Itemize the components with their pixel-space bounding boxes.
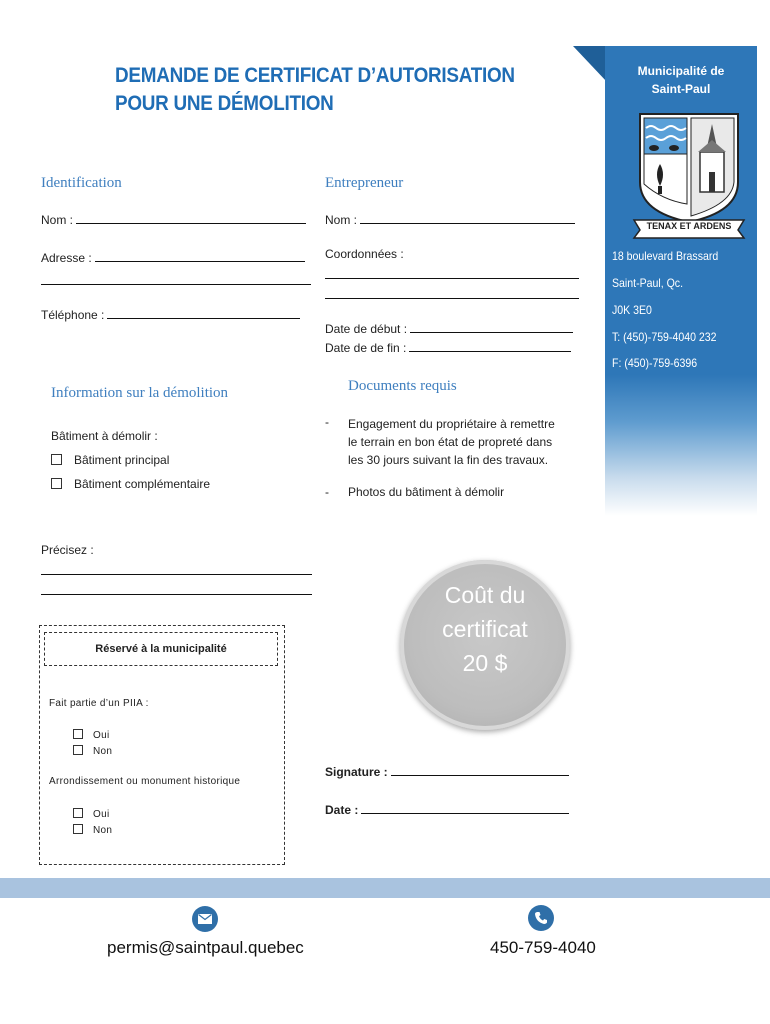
footer-phone[interactable]: 450-759-4040 [490, 938, 596, 957]
checkbox-piia-non[interactable] [73, 745, 83, 755]
entrepreneur-coordonnees-line2[interactable] [325, 298, 579, 299]
municipality-name [605, 62, 757, 98]
document-item-engagement [348, 415, 555, 469]
arrondissement-non-label: Non [93, 825, 113, 836]
document-item-engagement-line3: les 30 jours suivant la fin des travaux. [348, 453, 549, 467]
footer-band [0, 878, 770, 898]
precisez-line1[interactable] [41, 574, 312, 575]
municipality-motto: TENAX ET ARDENS [646, 221, 732, 231]
batiment-label: Bâtiment à démolir : [51, 429, 158, 443]
arrondissement-non-option[interactable] [73, 824, 112, 836]
option-batiment-principal[interactable] [51, 453, 169, 467]
date-fin-label: Date de de fin : [325, 341, 407, 355]
entrepreneur-nom-field[interactable] [325, 212, 575, 227]
arrondissement-oui-option[interactable] [73, 808, 109, 820]
piia-non-option[interactable] [73, 745, 112, 757]
identification-telephone-label: Téléphone : [41, 308, 105, 322]
demolition-heading: Information sur la démolition [51, 385, 229, 401]
identification-nom-line[interactable] [76, 212, 306, 224]
option-batiment-principal-label: Bâtiment principal [74, 453, 170, 467]
piia-label: Fait partie d’un PIIA : [49, 698, 149, 709]
option-batiment-complementaire-label: Bâtiment complémentaire [74, 477, 211, 491]
identification-nom-field[interactable] [41, 212, 306, 227]
date-fin-line[interactable] [409, 340, 571, 352]
arrondissement-oui-label: Oui [93, 809, 110, 820]
piia-non-label: Non [93, 746, 113, 757]
precisez-label: Précisez : [41, 543, 94, 557]
identification-heading: Identification [41, 175, 122, 191]
panel-fold [573, 46, 607, 82]
identification-adresse-label: Adresse : [41, 251, 92, 265]
address-line-street: 18 boulevard Brassard [612, 249, 719, 263]
entrepreneur-nom-label: Nom : [325, 213, 358, 227]
form-title-line1: DEMANDE DE CERTIFICAT D’AUTORISATION [115, 64, 515, 87]
documents-heading: Documents requis [348, 378, 457, 394]
checkbox-arrondissement-non[interactable] [73, 824, 83, 834]
phone-icon [528, 905, 554, 931]
identification-telephone-field[interactable] [41, 307, 300, 322]
entrepreneur-coordonnees-line1[interactable] [325, 278, 579, 279]
document-item-photos: Photos du bâtiment à démolir [348, 485, 505, 499]
cost-line2: certificat [442, 616, 528, 642]
municipality-name-line1: Municipalité de [637, 64, 725, 78]
signature-line[interactable] [391, 763, 569, 776]
identification-nom-label: Nom : [41, 213, 74, 227]
address-line-city: Saint-Paul, Qc. [612, 276, 684, 290]
address-line-fax: F: (450)-759-6396 [612, 356, 698, 370]
document-item-engagement-line2: le terrain en bon état de propreté dans [348, 435, 553, 449]
entrepreneur-heading: Entrepreneur [325, 175, 404, 191]
checkbox-piia-oui[interactable] [73, 729, 83, 739]
checkbox-batiment-complementaire[interactable] [51, 478, 62, 489]
identification-adresse-line2[interactable] [41, 284, 311, 285]
entrepreneur-nom-line[interactable] [360, 212, 575, 224]
signature-field[interactable] [325, 763, 569, 779]
date-debut-label: Date de début : [325, 322, 408, 336]
entrepreneur-date-debut-field[interactable] [325, 321, 573, 336]
address-line-postal: J0K 3E0 [612, 303, 652, 317]
precisez-line2[interactable] [41, 594, 312, 595]
signature-label: Signature : [325, 765, 388, 779]
entrepreneur-date-fin-field[interactable] [325, 340, 571, 355]
piia-oui-label: Oui [93, 730, 110, 741]
municipality-name-line2: Saint-Paul [651, 82, 711, 96]
identification-telephone-line[interactable] [107, 307, 300, 319]
checkbox-batiment-principal[interactable] [51, 454, 62, 465]
checkbox-arrondissement-oui[interactable] [73, 808, 83, 818]
form-title [115, 62, 520, 118]
piia-oui-option[interactable] [73, 729, 109, 741]
document-item-bullet: - [325, 415, 329, 429]
date-label: Date : [325, 803, 359, 817]
address-line-phone: T: (450)-759-4040 232 [612, 330, 717, 344]
arrondissement-label: Arrondissement ou monument historique [49, 776, 241, 787]
envelope-icon [192, 906, 218, 932]
entrepreneur-coordonnees-label: Coordonnées : [325, 247, 404, 261]
option-batiment-complementaire[interactable] [51, 477, 210, 491]
cost-amount: 20 $ [462, 650, 508, 676]
cost-line1: Coût du [444, 582, 526, 608]
document-item-engagement-line1: Engagement du propriétaire à remettre [348, 417, 555, 431]
document-item-bullet: - [325, 485, 329, 499]
footer-email[interactable]: permis@saintpaul.quebec [107, 938, 304, 957]
date-field[interactable] [325, 801, 569, 817]
date-line[interactable] [361, 801, 569, 814]
date-debut-line[interactable] [410, 321, 573, 333]
cost-text [400, 578, 570, 680]
identification-adresse-field[interactable] [41, 250, 305, 265]
form-title-line2: POUR UNE DÉMOLITION [115, 92, 334, 115]
reserved-heading: Réservé à la municipalité [44, 632, 278, 666]
identification-adresse-line[interactable] [95, 250, 305, 262]
